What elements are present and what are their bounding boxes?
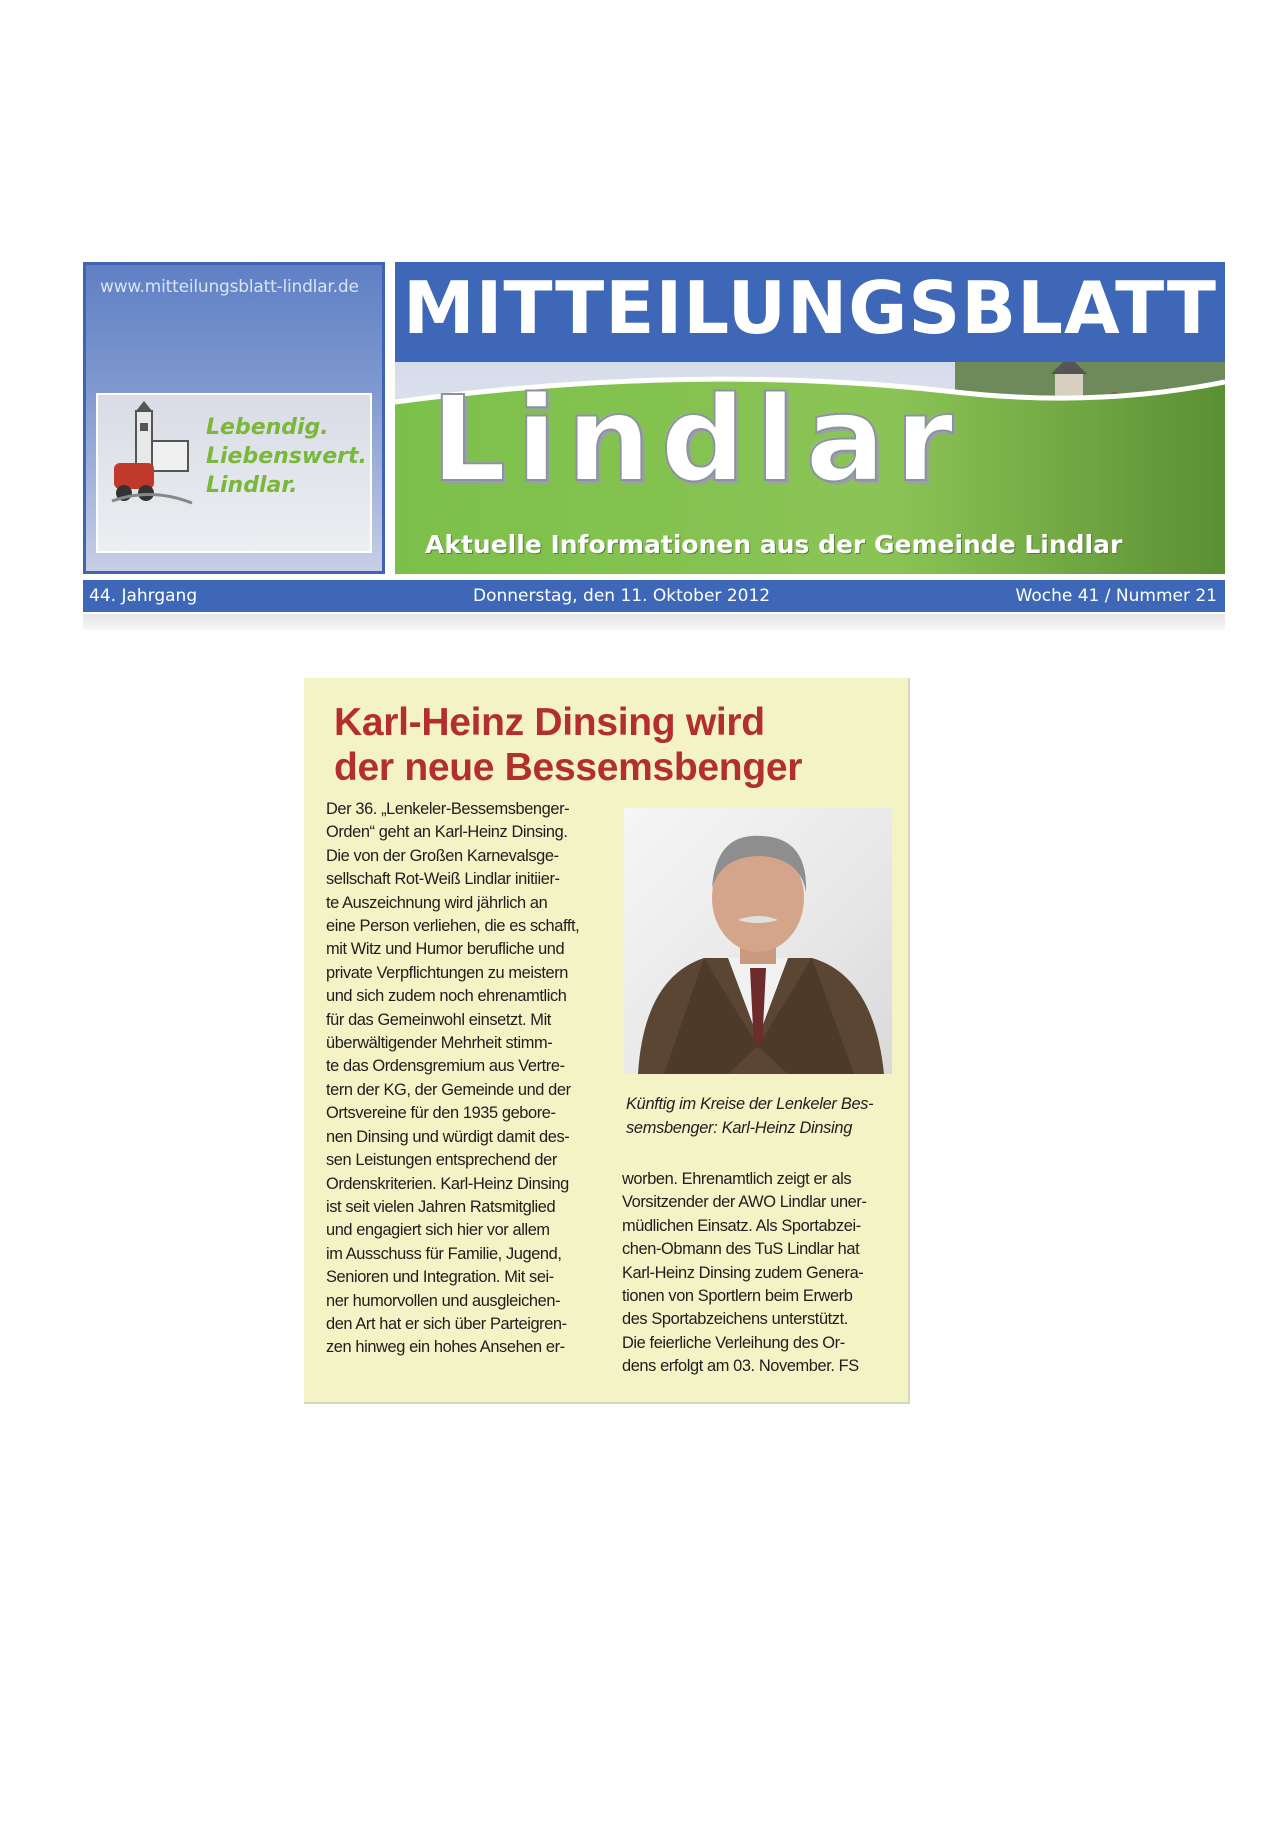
promo-panel <box>83 262 385 574</box>
article-column-left: Der 36. „Lenkeler-Bessemsbenger- Orden“ geht an Karl-Heinz Dinsing. Die von der Großen Karnevalsge- sellschaft Rot-Weiß Lindlar initiier- te Auszeichnung wird jährlich an eine Person verliehen, die es schafft, mit Witz und Humor berufliche und private Verpflichtungen zu meistern und sich zudem noch ehrenamtlich für das Gemeinwohl einsetzt. Mit überwältigender Mehrheit stimm- te das Ordensgremium aus Vertre- tern der KG, der Gemeinde und der Ortsvereine für den 1935 gebore- nen Dinsing und würdigt damit des- sen Leistungen entsprechend der Ordenskriterien. Karl-Heinz Dinsing ist seit vielen Jahren Ratsmitglied und engagiert sich hier vor allem im Ausschuss für Familie, Jugend, Senioren und Integration. Mit sei- ner humorvollen und ausgleichen- den Art hat er sich über Parteigren- zen hinweg ein hohes Ansehen er- <box>326 800 580 1357</box>
newspaper-title: MITTEILUNGSBLATT <box>402 266 1218 350</box>
church-logo-icon <box>106 401 196 521</box>
masthead <box>83 262 1225 632</box>
issue-number: Woche 41 / Nummer 21 <box>1015 586 1217 606</box>
banner-subtitle: Aktuelle Informationen aus der Gemeinde Lindlar <box>425 530 1123 559</box>
slogan-box <box>96 393 372 553</box>
portrait-figure <box>624 808 892 1074</box>
town-name: Lindlar <box>431 370 964 508</box>
article-clipping <box>304 678 910 1404</box>
photo-caption: Künftig im Kreise der Lenkeler Bes- semsbenger: Karl-Heinz Dinsing <box>626 1095 874 1137</box>
issue-info-bar <box>83 580 1225 612</box>
divider <box>83 614 1225 630</box>
volume: 44. Jahrgang <box>89 586 198 606</box>
slogan: Lebendig. Liebenswert. Lindlar. <box>206 415 367 498</box>
portrait-photo <box>624 808 892 1074</box>
title-banner <box>395 262 1225 574</box>
issue-date: Donnerstag, den 11. Oktober 2012 <box>473 586 771 606</box>
article-column-right: worben. Ehrenamtlich zeigt er als Vorsitzender der AWO Lindlar uner- müdlichen Einsatz. Als Sportabzei- chen-Obmann des TuS Lindlar hat Karl-Heinz Dinsing zudem Genera- tionen von Sportlern beim Erwerb des Sportabzeichens unterstützt. Die feierliche Verleihung des Or- dens erfolgt am 03. November. FS <box>622 1170 867 1376</box>
article-headline: Karl-Heinz Dinsing wird der neue Bessemsbenger <box>334 701 803 789</box>
website-url[interactable]: www.mitteilungsblatt-lindlar.de <box>100 277 359 297</box>
